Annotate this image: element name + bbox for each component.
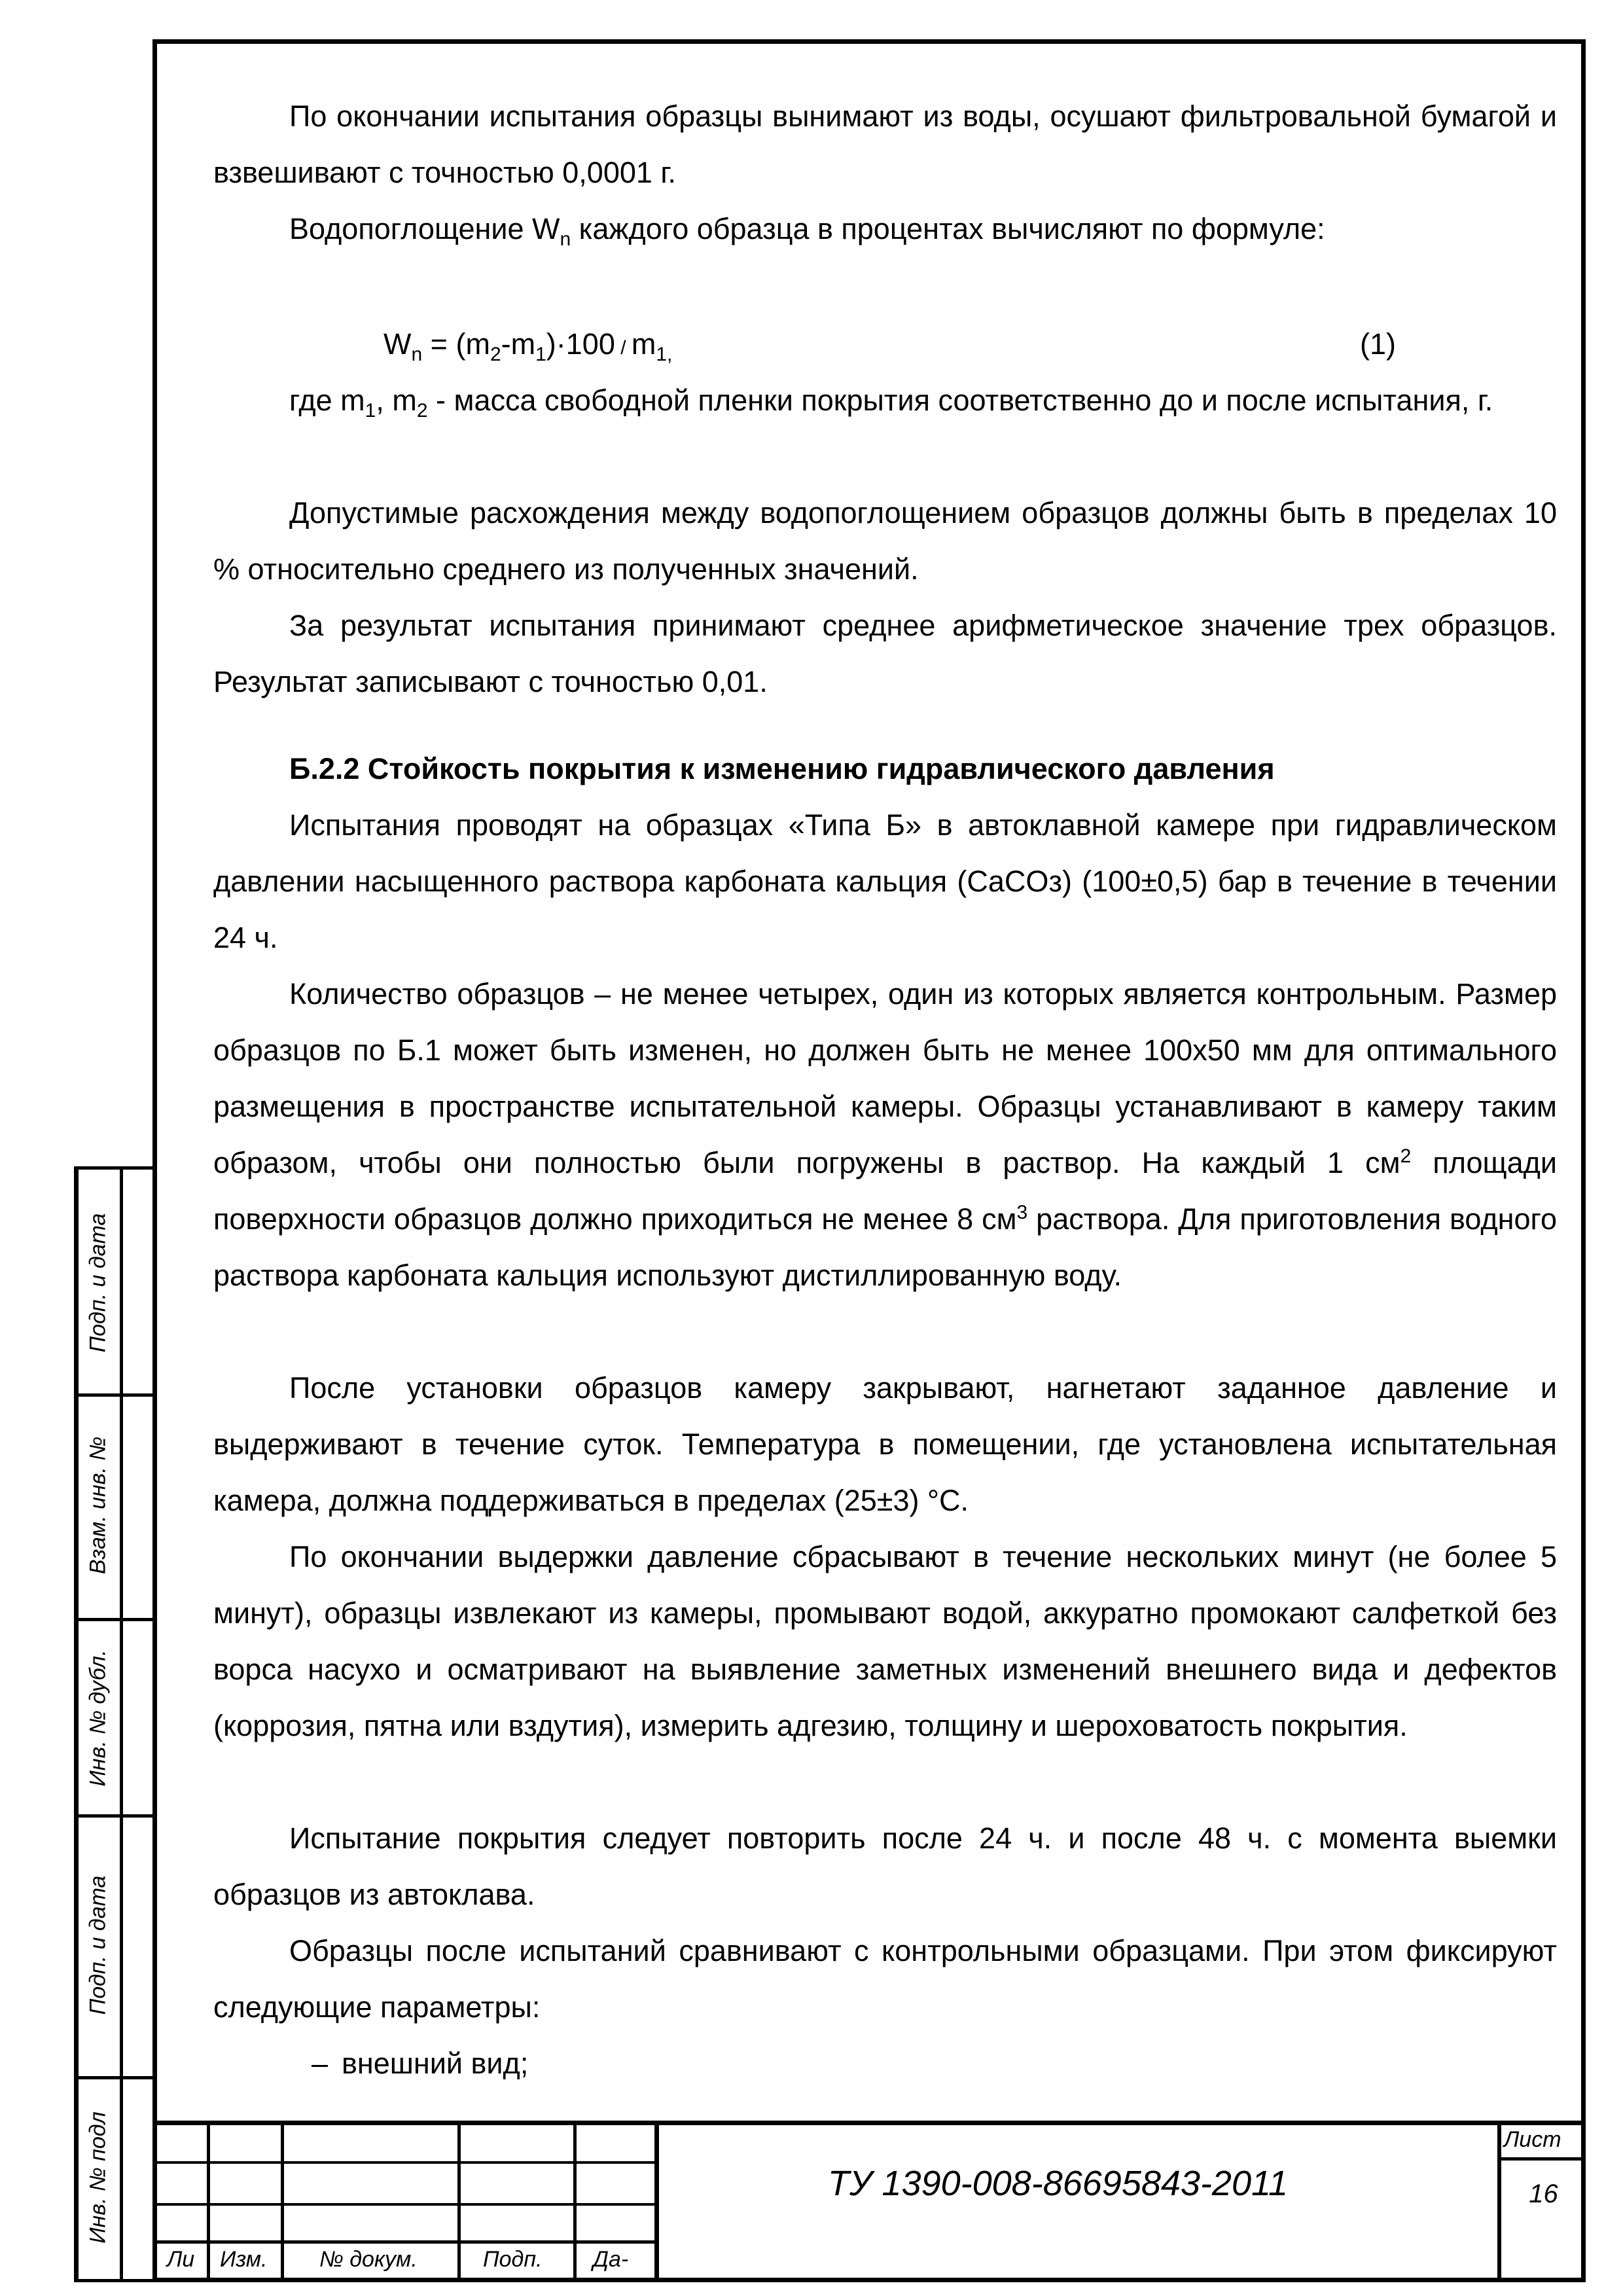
stamp-col-1: [207, 2121, 210, 2282]
stamp-label-n-dokum: № докум.: [319, 2247, 418, 2272]
paragraph-3: где $m_1$, $m_2$ - масса свободной пленки покрытия соответственно до и после испытания, г.: [289, 384, 1493, 422]
paragraph-1: По окончании испытания образцы вынимают из воды, осушают фильтровальной бумагой и взвешивают с точностью 0,0001 г.: [213, 99, 1557, 189]
stamp-top-border: [152, 2121, 1586, 2125]
stamp-row-line-2: [152, 2203, 654, 2206]
stamp-label-data: Да-: [593, 2247, 629, 2272]
side-label-inv-podl: Инв. № подл: [85, 2111, 111, 2244]
side-strip-left-border: [74, 1166, 79, 2282]
document-number: ТУ 1390-008-86695843-2011: [828, 2164, 1289, 2203]
paragraph-6: Испытания проводят на образцах «Типа Б» в автоклавной камере при гидравлическом давлении насыщенного раствора карбоната кальция (CaCOз) (100±0,5) бар в течение в течении 24 ч.: [213, 808, 1557, 954]
formula-number: (1): [1360, 327, 1396, 361]
stamp-label-li: Ли: [167, 2247, 195, 2272]
side-strip-sep2: [74, 1618, 156, 1621]
paragraph-7: Количество образцов – не менее четырех, один из которых является контрольным. Размер образцов по Б.1 может быть изменен, но должен быть не менее 100х50 мм для оптимального размещения в пространстве испытательной камеры. Образцы устанавливают в камеру таким образом, чтобы они полностью были погружены в раствор. На каждый 1 $см^2$ площади поверхности образцов должно приходиться не менее 8 $см^3$ раствора. Для приготовления водного раствора карбоната кальция используют дистиллированную воду.: [213, 977, 1557, 1292]
side-label-vzam-inv: Взам. инв. №: [85, 1436, 111, 1575]
stamp-col-2: [281, 2121, 284, 2282]
page-number: 16: [1529, 2179, 1558, 2208]
side-strip-bottom: [74, 2279, 156, 2282]
side-strip-sep1: [74, 1393, 156, 1397]
side-label-podp-data-2: Подп. и дата: [85, 1875, 111, 2015]
side-strip-sep3: [74, 1814, 156, 1818]
stamp-label-podp: Подп.: [483, 2247, 543, 2272]
paragraph-10: Испытание покрытия следует повторить после 24 ч. и после 48 ч. с момента выемки образцов из автоклава.: [213, 1821, 1557, 1911]
side-strip-divider: [120, 1166, 123, 2282]
stamp-row-line-1: [152, 2161, 654, 2164]
stamp-label-list: Лист: [1504, 2127, 1561, 2152]
paragraph-4: Допустимые расхождения между водопоглощением образцов должны быть в пределах 10 % относительно среднего из полученных значений.: [213, 496, 1557, 586]
paragraph-8: После установки образцов камеру закрывают, нагнетают заданное давление и выдерживают в течение суток. Температура в помещении, где установлена испытательная камера, должна поддерживаться в пределах (25±3) °С.: [213, 1371, 1557, 1517]
paragraph-11: Образцы после испытаний сравнивают с контрольными образцами. При этом фиксируют следующие параметры:: [213, 1934, 1557, 2024]
list-dash: –: [312, 2047, 329, 2080]
stamp-sheet-row: [1497, 2157, 1586, 2161]
paragraph-9: По окончании выдержки давление сбрасывают в течение нескольких минут (не более 5 минут), образцы извлекают из камеры, промывают водой, аккуратно промокают салфеткой без ворса насухо и осматривают на выявление заметных изменений внешнего вида и дефектов (коррозия, пятна или вздутия), измерить адгезию, толщину и шероховатость покрытия.: [213, 1540, 1557, 1742]
formula: $W_n = (m_2-m_1)\cdot 100 / m_{1,}$: [383, 327, 673, 365]
side-strip-top: [74, 1166, 156, 1170]
side-label-podp-data: Подп. и дата: [85, 1213, 111, 1353]
stamp-col-3: [457, 2121, 461, 2282]
stamp-col-5: [654, 2121, 659, 2282]
paragraph-5: За результат испытания принимают среднее арифметическое значение трех образцов. Результат записывают с точностью 0,01.: [213, 609, 1557, 698]
side-strip-sep4: [74, 2076, 156, 2079]
paragraph-2: Водопоглощение $W_n$ каждого образца в процентах вычисляют по формуле:: [289, 212, 1325, 250]
stamp-label-izm: Изм.: [220, 2247, 268, 2272]
list-item: внешний вид;: [342, 2047, 529, 2080]
stamp-row-line-3: [152, 2240, 654, 2244]
stamp-col-4: [573, 2121, 577, 2282]
section-heading: Б.2.2 Стойкость покрытия к изменению гидравлического давления: [289, 752, 1275, 785]
side-label-inv-dubl: Инв. № дубл.: [85, 1649, 111, 1787]
